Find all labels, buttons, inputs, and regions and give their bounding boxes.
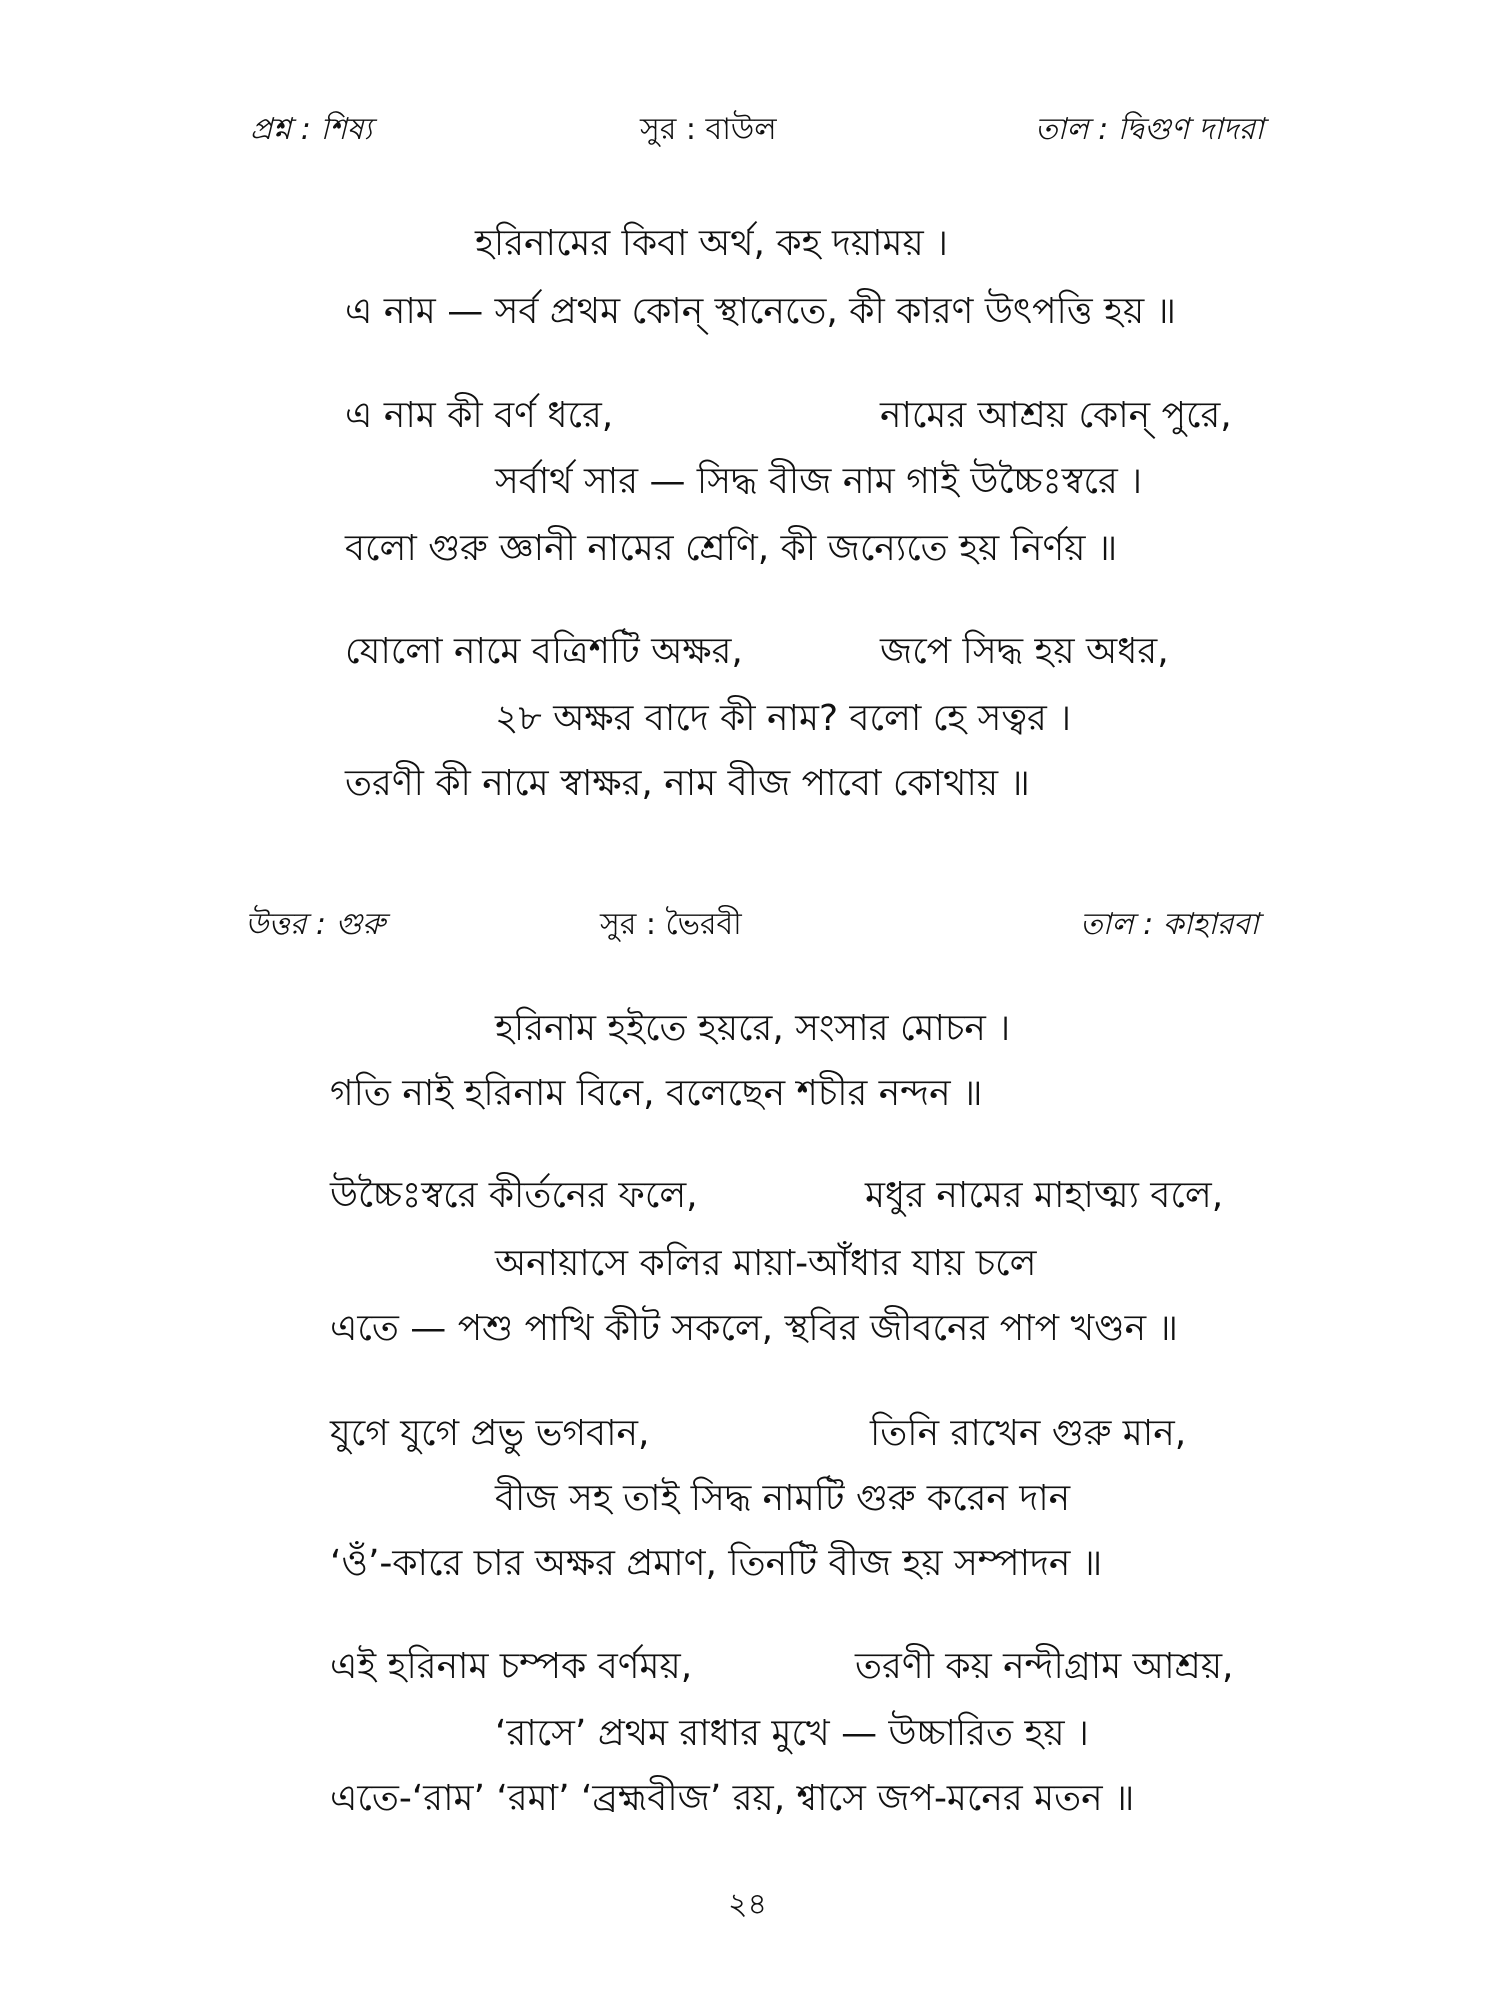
- section1-line-7: ২৮ অক্ষর বাদে কী নাম? বলো হে সত্বর ।: [495, 698, 1072, 739]
- section1-line-1: হরিনামের কিবা অর্থ, কহ দয়াময় ।: [475, 223, 949, 264]
- section2-line-2: গতি নাই হরিনাম বিনে, বলেছেন শচীর নন্দন ॥: [330, 1073, 983, 1114]
- section2-line-9b: তরণী কয় নন্দীগ্রাম আশ্রয়,: [855, 1646, 1234, 1687]
- section1-line-8: তরণী কী নামে স্বাক্ষর, নাম বীজ পাবো কোথায় ॥: [345, 763, 1030, 804]
- section1-header-rhythm: তাল : দ্বিগুণ দাদরা: [1035, 112, 1264, 147]
- section2-line-8: ‘ওঁ’-কারে চার অক্ষর প্রমাণ, তিনটি বীজ হয় সম্পাদন ॥: [330, 1543, 1103, 1584]
- page-number: ২৪: [728, 1887, 767, 1922]
- section2-line-5: এতে — পশু পাখি কীট সকলে, স্থবির জীবনের পাপ খণ্ডন ॥: [330, 1308, 1178, 1349]
- section2-line-6a: যুগে যুগে প্রভু ভগবান,: [330, 1413, 650, 1454]
- section2-line-6b: তিনি রাখেন গুরু মান,: [870, 1413, 1187, 1454]
- section2-line-1: হরিনাম হইতে হয়রে, সংসার মোচন ।: [495, 1008, 1011, 1049]
- section1-line-2: এ নাম — সর্ব প্রথম কোন্ স্থানেতে, কী কারণ উৎপত্তি হয় ॥: [345, 291, 1176, 332]
- section1-line-3b: নামের আশ্রয় কোন্ পুরে,: [880, 395, 1232, 436]
- section2-line-11: এতে-‘রাম’ ‘রমা’ ‘ব্রহ্মবীজ’ রয়, শ্বাসে জপ-মনের মতন ॥: [330, 1778, 1135, 1819]
- section2-line-10: ‘রাসে’ প্রথম রাধার মুখে — উচ্চারিত হয় ।: [495, 1713, 1089, 1754]
- section1-header-tune: সুর : বাউল: [640, 112, 777, 147]
- section1-header-role: প্রশ্ন : শিষ্য: [250, 112, 373, 147]
- section2-header-rhythm: তাল : কাহারবা: [1080, 907, 1259, 942]
- section2-line-3b: মধুর নামের মাহাত্ম্য বলে,: [865, 1175, 1224, 1216]
- section2-line-4: অনায়াসে কলির মায়া-আঁধার যায় চলে: [495, 1243, 1037, 1284]
- section2-line-7: বীজ সহ তাই সিদ্ধ নামটি গুরু করেন দান: [495, 1478, 1071, 1519]
- section2-header-role: উত্তর : গুরু: [245, 907, 386, 942]
- section1-line-3a: এ নাম কী বর্ণ ধরে,: [345, 395, 614, 436]
- section1-line-5: বলো গুরু জ্ঞানী নামের শ্রেণি, কী জন্যেতে হয় নির্ণয় ॥: [345, 528, 1118, 569]
- section2-header-tune: সুর : ভৈরবী: [600, 907, 742, 942]
- section1-line-6b: জপে সিদ্ধ হয় অধর,: [880, 631, 1169, 672]
- section1-line-6a: যোলো নামে বত্রিশটি অক্ষর,: [345, 631, 743, 672]
- section2-line-9a: এই হরিনাম চম্পক বর্ণময়,: [330, 1646, 693, 1687]
- section1-line-4: সর্বার্থ সার — সিদ্ধ বীজ নাম গাই উচ্চৈঃস্বরে ।: [495, 461, 1143, 502]
- section2-line-3a: উচ্চৈঃস্বরে কীর্তনের ফলে,: [330, 1175, 698, 1216]
